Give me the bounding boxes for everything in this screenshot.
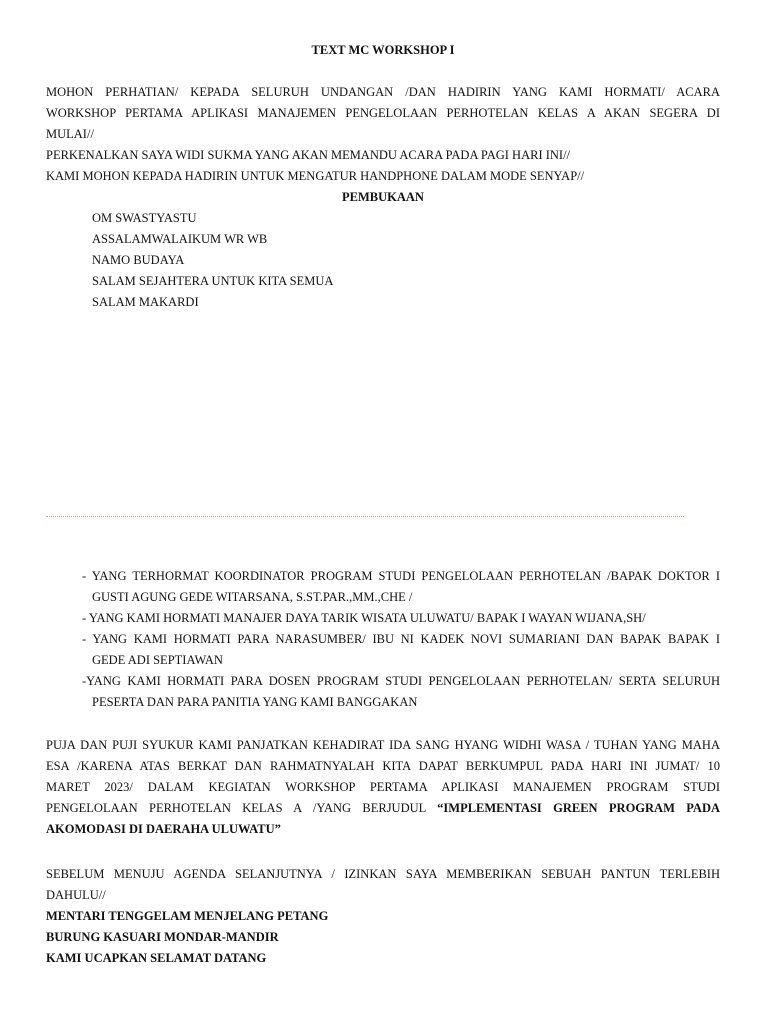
gratitude-text: PENGELOLAAN PERHOTELAN KELAS A /YANG BERJUDUL: [46, 801, 438, 815]
pantun-verse: MENTARI TENGGELAM MENJELANG PETANG: [46, 909, 329, 923]
intro-line: KAMI MOHON KEPADA HADIRIN UNTUK MENGATUR HANDPHONE DALAM MODE SENYAP//: [46, 169, 585, 183]
pantun-verse: BURUNG KASUARI MONDAR-MANDIR: [46, 930, 279, 944]
pantun-intro-line: SEBELUM MENUJU AGENDA SELANJUTNYA / IZINKAN SAYA MEMBERIKAN SEBUAH PANTUN TERLEBIH: [46, 867, 720, 881]
gratitude-line: MARET 2023/ DALAM KEGIATAN WORKSHOP PERTAMA APLIKASI MANAJEMEN PROGRAM STUDI: [46, 780, 720, 794]
gratitude-line: ESA /KARENA ATAS BERKAT DAN RAHMATNYALAH KITA DAPAT BERKUMPUL PADA HARI INI JUMAT/ 10: [46, 759, 720, 773]
honor-item-continued: PESERTA DAN PARA PANITIA YANG KAMI BANGGAKAN: [92, 695, 418, 709]
page-break-divider: [46, 516, 684, 517]
pantun-verse: KAMI UCAPKAN SELAMAT DATANG: [46, 951, 267, 965]
honor-item-continued: GEDE ADI SEPTIAWAN: [92, 653, 223, 667]
intro-line: WORKSHOP PERTAMA APLIKASI MANAJEMEN PENGELOLAAN PERHOTELAN KELAS A AKAN SEGERA DI: [46, 106, 720, 120]
intro-line: PERKENALKAN SAYA WIDI SUKMA YANG AKAN MEMANDU ACARA PADA PAGI HARI INI//: [46, 148, 571, 162]
honor-item: - YANG KAMI HORMATI PARA NARASUMBER/ IBU NI KADEK NOVI SUMARIANI DAN BAPAK BAPAK I: [82, 632, 720, 646]
section-heading-opening: PEMBUKAAN: [342, 190, 424, 204]
greeting-line: SALAM MAKARDI: [92, 295, 199, 309]
workshop-title-start: “IMPLEMENTASI GREEN PROGRAM PADA: [437, 801, 720, 815]
workshop-title-end: AKOMODASI DI DAERAHA ULUWATU”: [46, 822, 281, 836]
honor-item: - YANG KAMI HORMATI MANAJER DAYA TARIK WISATA ULUWATU/ BAPAK I WAYAN WIJANA,SH/: [82, 611, 646, 625]
document-title: TEXT MC WORKSHOP I: [311, 43, 455, 57]
honor-item: -YANG KAMI HORMATI PARA DOSEN PROGRAM STUDI PENGELOLAAN PERHOTELAN/ SERTA SELURUH: [82, 674, 720, 688]
gratitude-line: [46, 798, 720, 819]
honor-item-continued: GUSTI AGUNG GEDE WITARSANA, S.ST.PAR.,MM.,CHE /: [92, 590, 413, 604]
intro-line: MOHON PERHATIAN/ KEPADA SELURUH UNDANGAN /DAN HADIRIN YANG KAMI HORMATI/ ACARA: [46, 85, 720, 99]
honor-item: - YANG TERHORMAT KOORDINATOR PROGRAM STUDI PENGELOLAAN PERHOTELAN /BAPAK DOKTOR I: [82, 569, 720, 583]
intro-line: MULAI//: [46, 127, 94, 141]
pantun-intro-line: DAHULU//: [46, 888, 106, 902]
greeting-line: ASSALAMWALAIKUM WR WB: [92, 232, 268, 246]
greeting-line: OM SWASTYASTU: [92, 211, 197, 225]
greeting-line: SALAM SEJAHTERA UNTUK KITA SEMUA: [92, 274, 334, 288]
greeting-line: NAMO BUDAYA: [92, 253, 185, 267]
gratitude-line: PUJA DAN PUJI SYUKUR KAMI PANJATKAN KEHADIRAT IDA SANG HYANG WIDHI WASA / TUHAN YANG MAHA: [46, 738, 720, 752]
